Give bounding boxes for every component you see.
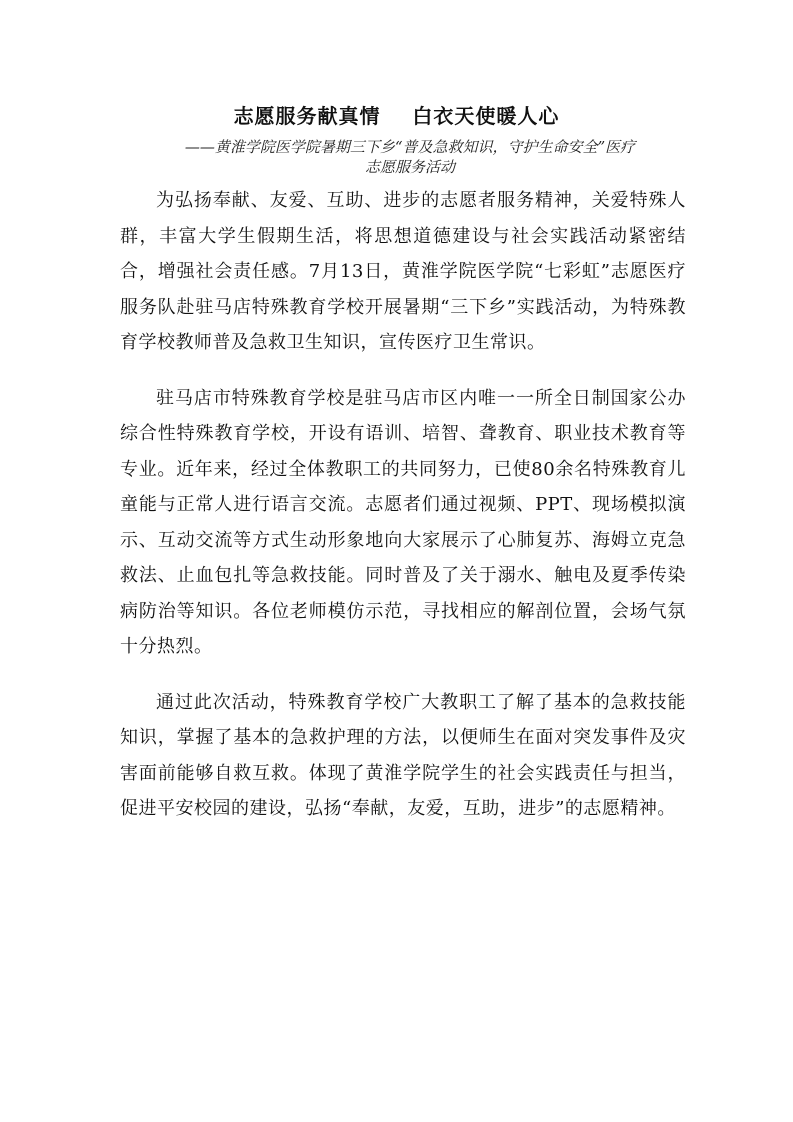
document-subtitle-line1: ——黄淮学院医学院暑期三下乡“普及急救知识，守护生命安全”医疗	[184, 138, 636, 156]
paragraph-intro: 为弘扬奉献、友爱、互助、进步的志愿者服务精神，关爱特殊人群，丰富大学生假期生活，将思想道德建设与社会实践活动紧密结合，增强社会责任感。7月13日，黄淮学院医学院“七彩虹”志愿医疗服务队赴驻马店特殊教育学校开展暑期“三下乡”实践活动，为特殊教育学校教师普及急救卫生知识，宣传医疗卫生常识。	[120, 190, 686, 353]
paragraph-school: 驻马店市特殊教育学校是驻马店市区内唯一一所全日制国家公办综合性特殊教育学校，开设有语训、培智、聋教育、职业技术教育等专业。近年来，经过全体教职工的共同努力，已使80余名特殊教育儿童能与正常人进行语言交流。志愿者们通过视频、PPT、现场模拟演示、互动交流等方式生动形象地向大家展示了心肺复苏、海姆立克急救法、止血包扎等急救技能。同时普及了关于溺水、触电及夏季传染病防治等知识。各位老师模仿示范，寻找相应的解剖位置，会场气氛十分热烈。	[120, 387, 686, 657]
paragraph-conclusion: 通过此次活动，特殊教育学校广大教职工了解了基本的急救技能知识，掌握了基本的急救护理的方法，以便师生在面对突发事件及灾害面前能够自救互救。体现了黄淮学院学生的社会实践责任与担当，促进平安校园的建设，弘扬“奉献，友爱，互助，进步”的志愿精神。	[120, 691, 686, 819]
document-subtitle-line2: 志愿服务活动	[364, 158, 455, 176]
document-title: 志愿服务献真情 白衣天使暖人心	[233, 104, 560, 128]
document-body	[120, 183, 686, 847]
